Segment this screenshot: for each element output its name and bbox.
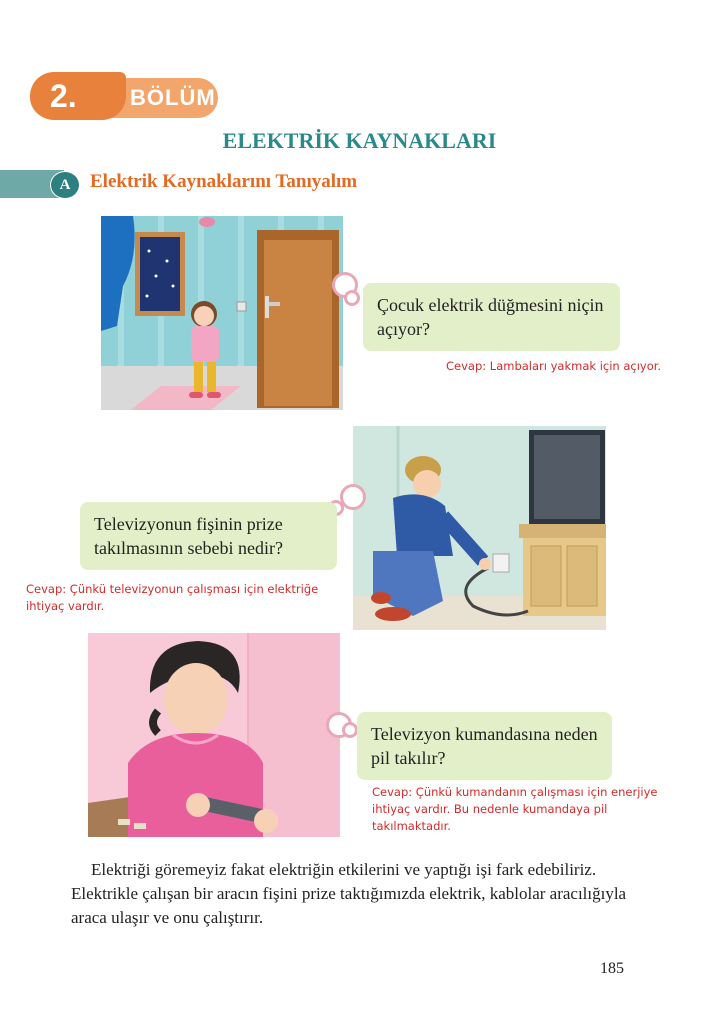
page-number: 185 [600, 960, 624, 977]
question-bubble-1 [363, 283, 620, 351]
body-paragraph-text: Elektriği göremeyiz fakat elektriğin etkilerini ve yaptığı işi fark edebiliriz. Elektrikle çalışan bir aracın fişini prize taktığımızda elektrik, kablolar aracılığıyla araca ulaşır ve onu çalıştırır. [71, 860, 627, 927]
chapter-badge [30, 72, 218, 120]
question-3-text: Televizyon kumandasına neden pil takılır? [371, 724, 598, 768]
chapter-number: 2. [30, 72, 126, 120]
answer-2: Cevap: Çünkü televizyonun çalışması için elektriğe ihtiyaç vardır. [26, 582, 319, 613]
illustration-woman-remote [88, 633, 340, 837]
question-bubble-3 [357, 712, 612, 780]
illustration-man-plugging-tv [353, 426, 606, 630]
answer-1: Cevap: Lambaları yakmak için açıyor. [446, 359, 662, 373]
section-title: Elektrik Kaynaklarını Tanıyalım [90, 171, 358, 192]
section-letter: A [50, 171, 80, 199]
question-bubble-2 [80, 502, 337, 570]
answer-3: Cevap: Çünkü kumandanın çalışması için enerjiye ihtiyaç vardır. Bu nedenle kumandaya pil takılmaktadır. [372, 785, 658, 833]
bubble-connector-3-small [342, 722, 358, 738]
question-1-text: Çocuk elektrik düğmesini niçin açıyor? [377, 295, 604, 339]
question-2-text: Televizyonun fişinin prize takılmasının sebebi nedir? [94, 514, 283, 558]
body-paragraph [71, 858, 661, 930]
illustration-girl-light-switch [101, 216, 343, 410]
page-title: ELEKTRİK KAYNAKLARI [222, 128, 497, 153]
bubble-connector-1-small [344, 290, 360, 306]
chapter-label: BÖLÜM [130, 85, 216, 110]
